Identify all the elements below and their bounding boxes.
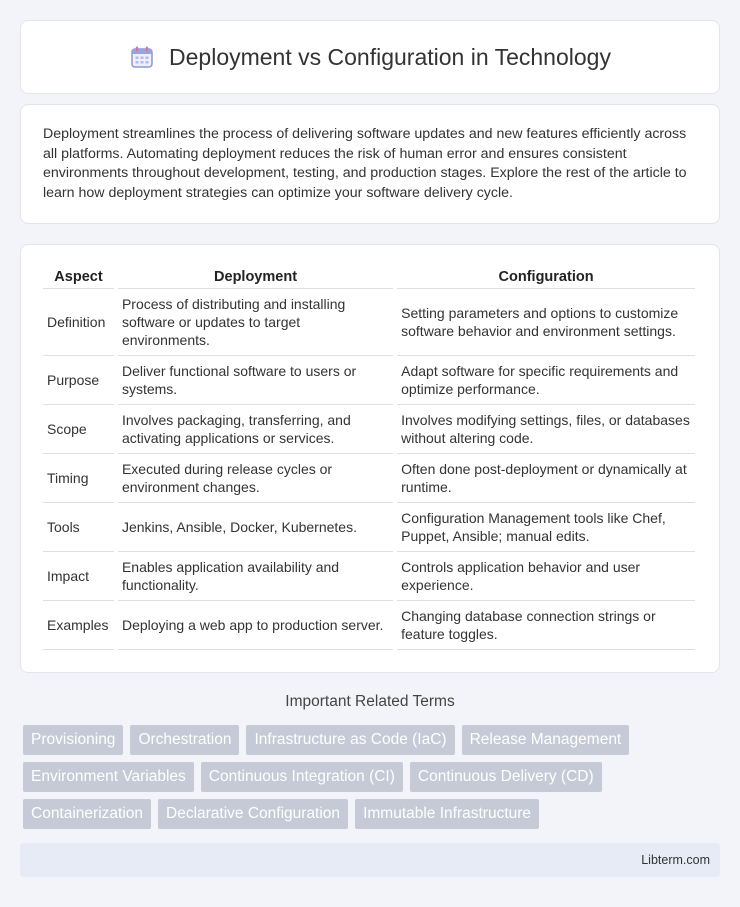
table-row: [43, 503, 695, 552]
cell-configuration: Often done post-deployment or dynamically at runtime.: [397, 454, 695, 503]
tag-row: [23, 799, 723, 829]
table-row: [43, 289, 695, 356]
cell-deployment: Deploying a web app to production server.: [118, 601, 393, 650]
cell-aspect: Examples: [43, 601, 114, 650]
cell-deployment: Deliver functional software to users or systems.: [118, 356, 393, 405]
cell-deployment: Involves packaging, transferring, and activating applications or services.: [118, 405, 393, 454]
table-header-row: [43, 263, 695, 289]
table-row: [43, 356, 695, 405]
tag-containerization[interactable]: Containerization: [23, 799, 151, 829]
cell-deployment: Executed during release cycles or environment changes.: [118, 454, 393, 503]
cell-deployment: Enables application availability and functionality.: [118, 552, 393, 601]
cell-configuration: Changing database connection strings or feature toggles.: [397, 601, 695, 650]
cell-aspect: Timing: [43, 454, 114, 503]
cell-configuration: Configuration Management tools like Chef, Puppet, Ansible; manual edits.: [397, 503, 695, 552]
tag-release-management[interactable]: Release Management: [462, 725, 630, 755]
cell-aspect: Scope: [43, 405, 114, 454]
tag-environment-variables[interactable]: Environment Variables: [23, 762, 194, 792]
comparison-card: [20, 244, 720, 673]
cell-deployment: Process of distributing and installing software or updates to target environments.: [118, 289, 393, 356]
tag-row: [23, 725, 723, 755]
title-card: [20, 20, 720, 94]
cell-configuration: Controls application behavior and user experience.: [397, 552, 695, 601]
tag-row: [23, 762, 723, 792]
cell-aspect: Definition: [43, 289, 114, 356]
related-terms-list: [23, 725, 723, 836]
footer: [20, 843, 720, 877]
cell-deployment: Jenkins, Ansible, Docker, Kubernetes.: [118, 503, 393, 552]
intro-card: [20, 104, 720, 224]
page-title: Deployment vs Configuration in Technology: [169, 43, 611, 70]
cell-configuration: Involves modifying settings, files, or databases without altering code.: [397, 405, 695, 454]
tag-declarative-configuration[interactable]: Declarative Configuration: [158, 799, 348, 829]
cell-configuration: Adapt software for specific requirements and optimize performance.: [397, 356, 695, 405]
table-row: [43, 454, 695, 503]
footer-brand-link[interactable]: Libterm.com: [641, 853, 710, 867]
header-deployment: Deployment: [118, 263, 393, 289]
calendar-icon: [129, 44, 155, 70]
header-configuration: Configuration: [397, 263, 695, 289]
table-row: [43, 405, 695, 454]
tag-continuous-integration[interactable]: Continuous Integration (CI): [201, 762, 403, 792]
cell-configuration: Setting parameters and options to customize software behavior and environment settings.: [397, 289, 695, 356]
table-row: [43, 601, 695, 650]
intro-paragraph: Deployment streamlines the process of delivering software updates and new features efficiently across all platforms. Automating deployment reduces the risk of human error and ensures consistent environments throughout development, testing, and production stages. Explore the rest of the article to learn how deployment strategies can optimize your software delivery cycle.: [43, 126, 687, 201]
tag-continuous-delivery[interactable]: Continuous Delivery (CD): [410, 762, 602, 792]
tag-provisioning[interactable]: Provisioning: [23, 725, 123, 755]
cell-aspect: Tools: [43, 503, 114, 552]
tag-orchestration[interactable]: Orchestration: [130, 725, 239, 755]
comparison-table: [39, 263, 699, 650]
cell-aspect: Purpose: [43, 356, 114, 405]
tag-immutable-infrastructure[interactable]: Immutable Infrastructure: [355, 799, 539, 829]
tag-infrastructure-as-code[interactable]: Infrastructure as Code (IaC): [246, 725, 454, 755]
header-aspect: Aspect: [43, 263, 114, 289]
related-terms-title: Important Related Terms: [285, 693, 455, 710]
table-row: [43, 552, 695, 601]
cell-aspect: Impact: [43, 552, 114, 601]
